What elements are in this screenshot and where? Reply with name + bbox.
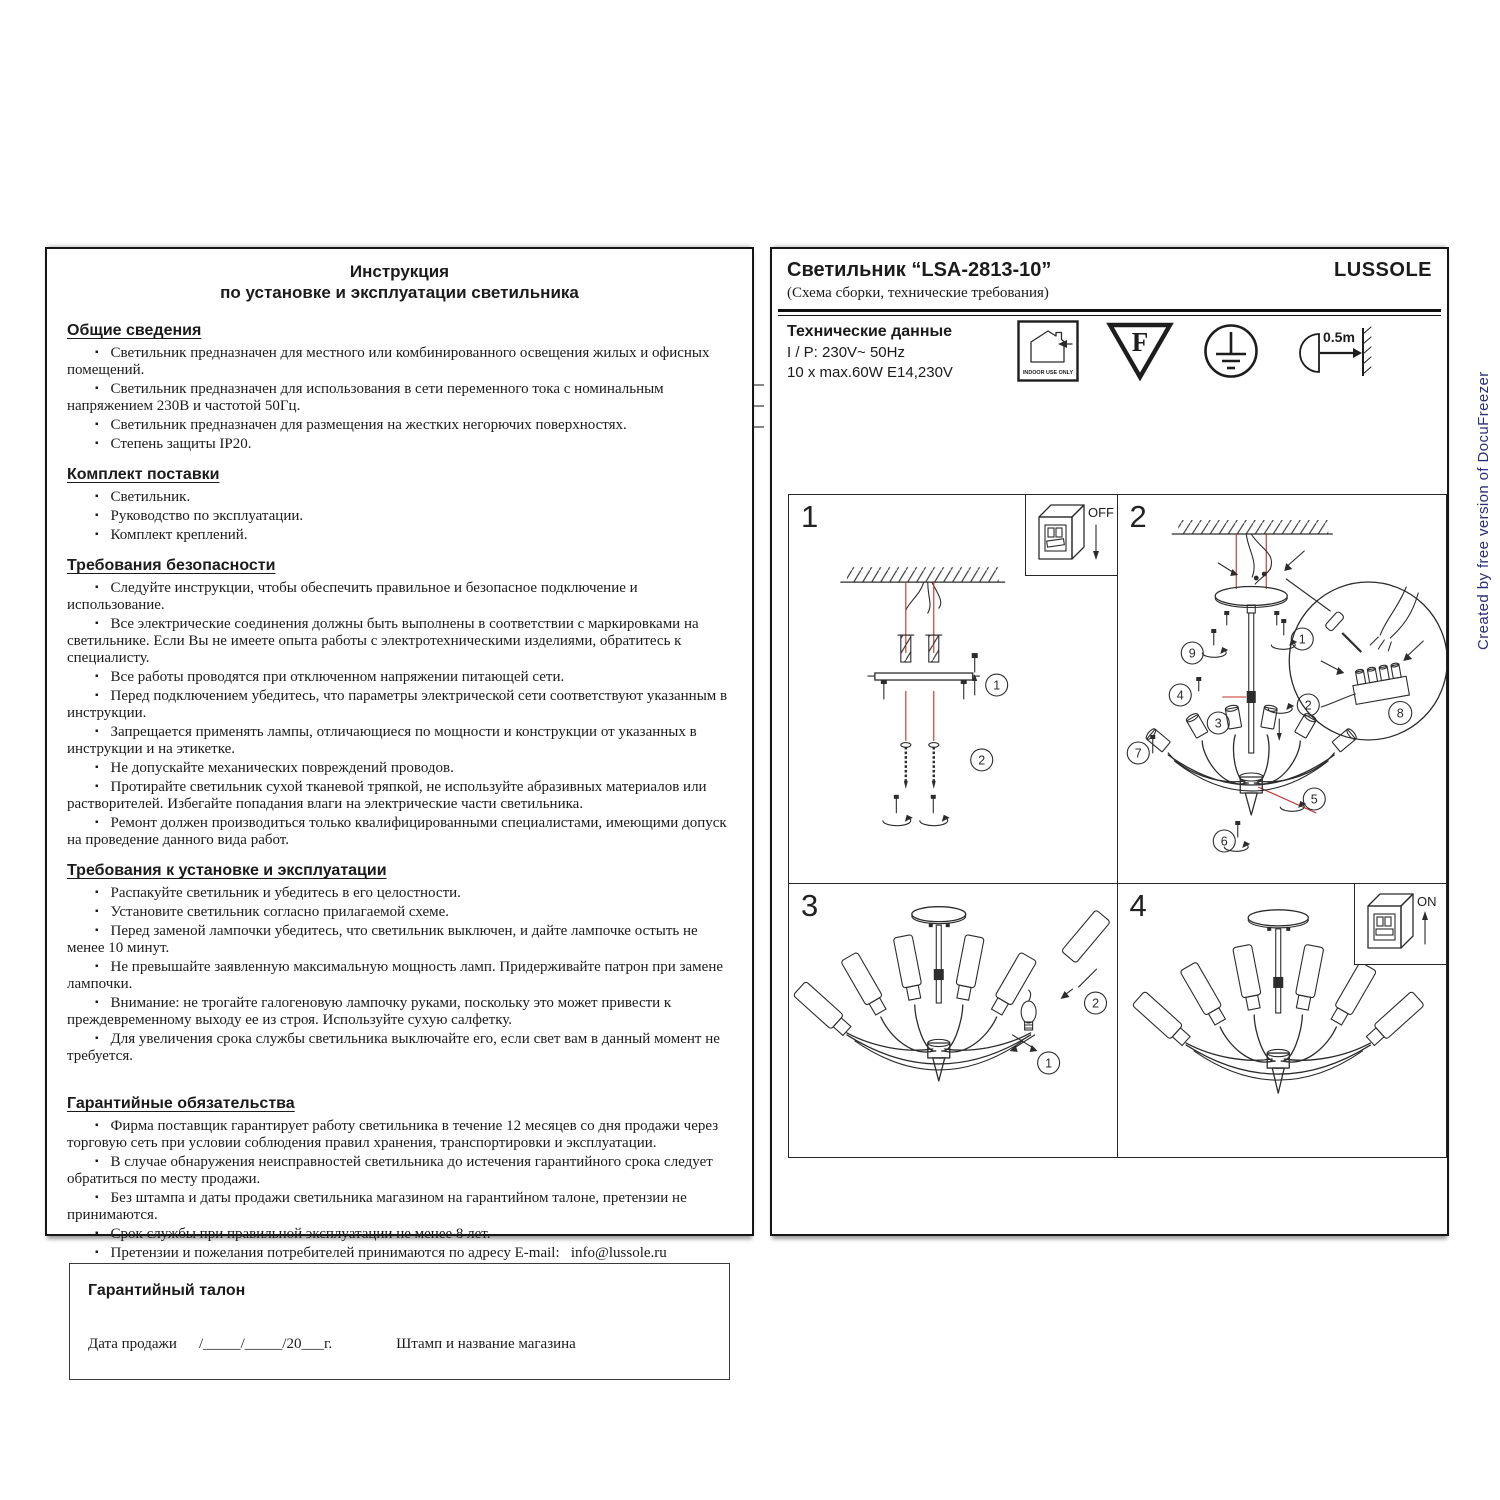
instruction-item [67, 1030, 732, 1065]
instruction-section [67, 557, 732, 849]
instruction-item-text: Степень защиты IP20. [110, 436, 252, 452]
step3-number: 3 [801, 888, 819, 923]
instruction-item [67, 380, 732, 415]
technical-data-heading: Технические данные [787, 323, 953, 340]
callout-5 [1303, 788, 1325, 810]
bullet-icon: ▪ [95, 618, 99, 629]
bullet-icon: ▪ [95, 817, 99, 828]
svg-text:9: 9 [1188, 646, 1196, 661]
power-on-box [1354, 884, 1446, 965]
fastener-glyphs [1150, 619, 1306, 851]
section-item-list [67, 488, 732, 544]
svg-text:7: 7 [1134, 746, 1142, 761]
bullet-icon: ▪ [95, 1228, 99, 1239]
bullet-icon: ▪ [95, 726, 99, 737]
on-label: ON [1417, 894, 1437, 909]
instruction-item-text: Светильник. [110, 489, 191, 505]
step4-number: 4 [1129, 888, 1147, 923]
f-class-icon [1105, 320, 1175, 382]
instruction-item [67, 1189, 732, 1224]
svg-text:2: 2 [1092, 996, 1100, 1011]
instruction-item [67, 344, 732, 379]
callout-1 [1038, 1052, 1060, 1074]
instruction-item-text: Для увеличения срока службы светильника выключайте его, если свет вам в данный момент не требуется. [67, 1031, 720, 1064]
sale-date-label: Дата продажи [88, 1336, 177, 1352]
bullet-icon: ▪ [95, 491, 99, 502]
bullet-icon: ▪ [95, 1156, 99, 1167]
assembly-scheme-panel [770, 247, 1449, 1236]
instruction-item-text: Распакуйте светильник и убедитесь в его целостности. [110, 885, 461, 901]
indoor-use-icon [1017, 320, 1079, 382]
scheme-subtitle: (Схема сборки, технические требования) [787, 285, 1049, 301]
bullet-icon: ▪ [95, 1247, 99, 1258]
step1-cell [789, 495, 1118, 884]
svg-text:8: 8 [1396, 706, 1404, 721]
section-heading: Требования к установке и эксплуатации [67, 862, 387, 879]
instruction-text-panel [45, 247, 754, 1352]
callout-2 [1085, 992, 1107, 1014]
terminal-block [1350, 662, 1409, 705]
indoor-use-label: INDOOR USE ONLY [1022, 370, 1074, 376]
protective-earth-icon [1201, 320, 1261, 382]
instruction-item-text: Светильник предназначен для использования в сети переменного тока с номинальным напряжением 230В и частотой 50Гц. [67, 381, 664, 414]
off-label: OFF [1087, 505, 1114, 520]
instruction-item [67, 507, 732, 525]
instruction-item-text: Протирайте светильник сухой тканевой тряпкой, не используйте абразивных материалов или растворителей. Избегайте попадания влаги на электрические части светильника. [67, 779, 707, 812]
svg-text:2: 2 [1304, 698, 1312, 713]
instruction-item-text: Претензии и пожелания потребителей принимаются по адресу E-mail: info@lussole.ru [110, 1245, 667, 1261]
step1-number: 1 [801, 499, 819, 534]
instruction-section [67, 466, 732, 544]
instruction-item-text: Не превышайте заявленную максимальную мощность ламп. Придерживайте патрон при замене лампочки. [67, 959, 724, 992]
instruction-item-text: Все работы проводятся при отключенном напряжении питающей сети. [110, 669, 565, 685]
exploded-shade [1061, 910, 1111, 999]
instruction-item-text: Запрещается применять лампы, отличающиеся по мощности и конструкции от указанных в инструкции и на этикетке. [67, 724, 697, 757]
bullet-icon: ▪ [95, 529, 99, 540]
svg-text:3: 3 [1214, 716, 1222, 731]
instruction-item [67, 778, 732, 813]
min-distance-label: 0.5m [1323, 329, 1355, 345]
callout-8 [1388, 702, 1411, 725]
bullet-icon: ▪ [95, 419, 99, 430]
power-spec: I / P: 230V~ 50Hz [787, 344, 905, 361]
brand-logo: LUSSOLE [1334, 259, 1432, 281]
instruction-item-text: Внимание: не трогайте галогеновую лампочку руками, поскольку это может привести к преждевременному выходу ее из строя. Используйте сухую салфетку. [67, 995, 672, 1028]
bullet-icon: ▪ [95, 925, 99, 936]
instruction-item-text: Без штампа и даты продажи светильника магазином на гарантийном талоне, претензии не принимаются. [67, 1190, 687, 1223]
lamp-spec: 10 x max.60W E14,230V [787, 364, 953, 381]
callout-7 [1127, 742, 1149, 764]
bullet-icon: ▪ [95, 1120, 99, 1131]
callout-9 [1181, 642, 1203, 664]
instruction-item [67, 903, 732, 921]
callout-4 [1169, 684, 1191, 706]
section-item-list [67, 579, 732, 849]
bullet-icon: ▪ [95, 582, 99, 593]
screwdriver-icon [1324, 611, 1361, 652]
bullet-icon: ▪ [95, 383, 99, 394]
canopy-and-rod [1248, 910, 1308, 1013]
instruction-item [67, 723, 732, 758]
instruction-item-text: Перед подключением убедитесь, что параметры электрической сети соответствуют указанным в инструкции. [67, 688, 728, 721]
bullet-icon: ▪ [95, 1033, 99, 1044]
section-heading: Общие сведения [67, 322, 202, 339]
warranty-date-row [88, 1336, 711, 1353]
double-rule [778, 309, 1441, 316]
instruction-sections [67, 309, 732, 1263]
callout-1 [986, 674, 1008, 696]
section-item-list [67, 1117, 732, 1262]
exploded-bulb [1010, 990, 1038, 1052]
bullet-icon: ▪ [95, 671, 99, 682]
callout-6 [1213, 830, 1235, 852]
f-class-letter: F [1131, 327, 1149, 357]
instruction-item-text: Перед заменой лампочки убедитесь, что светильник выключен, и дайте лампочке остыть не менее 10 минут. [67, 923, 698, 956]
svg-text:1: 1 [1045, 1056, 1053, 1071]
svg-text:6: 6 [1220, 834, 1228, 849]
technical-data-block [772, 316, 1447, 443]
instruction-item-text: Ремонт должен производиться только квалифицированными специалистами, имеющими допуск на проведение данного вида работ. [67, 815, 727, 848]
svg-text:4: 4 [1176, 688, 1184, 703]
instruction-item-text: Следуйте инструкции, чтобы обеспечить правильное и безопасное подключение и использование. [67, 580, 638, 613]
shop-stamp-label: Штамп и название магазина [396, 1336, 576, 1352]
ceiling-canopy [1215, 587, 1287, 626]
document-title-line1: Инструкция [349, 262, 450, 281]
callout-1 [1291, 628, 1313, 650]
bullet-icon: ▪ [95, 961, 99, 972]
instruction-item [67, 579, 732, 614]
mounting-bracket [868, 673, 980, 699]
instruction-item [67, 994, 732, 1029]
breaker-off-icon [1026, 495, 1117, 575]
instruction-item [67, 488, 732, 506]
instruction-item-text: Установите светильник согласно прилагаемой схеме. [110, 904, 450, 920]
mains-wires [906, 582, 941, 613]
certification-icons [1017, 320, 1373, 382]
bullet-icon: ▪ [95, 906, 99, 917]
instruction-item-text: Комплект креплений. [110, 527, 248, 543]
instruction-item-text: Светильник предназначен для размещения на жестких негорючих поверхностях. [110, 417, 627, 433]
svg-text:1: 1 [993, 678, 1001, 693]
instruction-item-text: Срок службы при правильной эксплуатации не менее 8 лет. [110, 1226, 491, 1242]
step2-cell [1118, 495, 1447, 884]
document-title-line2: по установке и эксплуатации светильника [220, 283, 579, 302]
sale-date-blanks: /_____/_____/20___г. [198, 1336, 333, 1352]
instruction-item [67, 1244, 732, 1262]
warranty-coupon-title: Гарантийный талон [88, 1282, 246, 1299]
step3-cell [789, 884, 1118, 1157]
chandelier-frame [1144, 704, 1357, 815]
callout-3 [1207, 712, 1229, 734]
bullet-icon: ▪ [95, 1192, 99, 1203]
instruction-item [67, 759, 732, 777]
instruction-section [67, 1095, 732, 1262]
step2-number: 2 [1129, 499, 1147, 534]
section-heading: Требования безопасности [67, 557, 276, 574]
bullet-icon: ▪ [95, 781, 99, 792]
instruction-item-text: Все электрические соединения должны быть выполнены в соответствии с маркировками на светильнике. Если Вы не имеете опыта работы с электротехническими изделиями, обратитесь к специалисту. [67, 616, 699, 666]
section-item-list [67, 344, 732, 453]
document-title [67, 261, 732, 303]
breaker-on-icon [1355, 884, 1446, 964]
instruction-item-text: Фирма поставщик гарантирует работу светильника в течение 12 месяцев со дня продажи через торговую сеть при условии соблюдения правил хранения, транспортировки и эксплуатации. [67, 1118, 719, 1151]
instruction-item [67, 615, 732, 667]
section-heading: Комплект поставки [67, 466, 220, 483]
canopy-and-rod [912, 907, 966, 1003]
svg-text:1: 1 [1298, 632, 1306, 647]
instruction-item-text: В случае обнаружения неисправностей светильника до истечения гарантийного срока следует обратиться по месту продажи. [67, 1154, 713, 1187]
svg-text:5: 5 [1310, 792, 1318, 807]
bullet-icon: ▪ [95, 887, 99, 898]
bullet-icon: ▪ [95, 997, 99, 1008]
instruction-item [67, 1225, 732, 1243]
ceiling-hatch [1178, 520, 1328, 534]
scheme-header [772, 249, 1447, 302]
docufreezer-watermark: Created by free version of DocuFreezer [1475, 371, 1492, 650]
instruction-item [67, 1117, 732, 1152]
instruction-item [67, 416, 732, 434]
instruction-section [67, 322, 732, 453]
bullet-icon: ▪ [95, 347, 99, 358]
instruction-item [67, 814, 732, 849]
tighten-arrows [883, 795, 950, 826]
instruction-item [67, 435, 732, 453]
assembly-steps-grid [788, 494, 1447, 1158]
instruction-item [67, 687, 732, 722]
instruction-item [67, 668, 732, 686]
wall-plugs [898, 635, 942, 662]
bullet-icon: ▪ [95, 438, 99, 449]
min-distance-icon [1287, 320, 1373, 382]
instruction-item [67, 958, 732, 993]
product-title: Светильник “LSA-2813-10” [787, 259, 1052, 281]
warranty-coupon-box [69, 1263, 730, 1380]
assembled-chandelier [1132, 944, 1424, 1093]
bullet-icon: ▪ [95, 762, 99, 773]
instruction-section [67, 862, 732, 1065]
section-heading: Гарантийные обязательства [67, 1095, 295, 1112]
svg-text:2: 2 [978, 753, 986, 768]
callout-2 [971, 749, 993, 771]
step3-diagram [789, 884, 1117, 1157]
mounting-screws [901, 743, 939, 789]
instruction-item [67, 1153, 732, 1188]
instruction-item-text: Не допускайте механических повреждений проводов. [110, 760, 454, 776]
power-off-box [1025, 495, 1117, 576]
step2-diagram [1118, 495, 1447, 883]
step4-cell [1118, 884, 1447, 1157]
instruction-item-text: Светильник предназначен для местного или комбинированного освещения жилых и офисных помещений. [67, 345, 710, 378]
chandelier-with-shades [793, 934, 1037, 1080]
instruction-item [67, 884, 732, 902]
section-item-list [67, 884, 732, 1065]
bullet-icon: ▪ [95, 690, 99, 701]
instruction-item [67, 922, 732, 957]
ceiling-hatch [847, 567, 999, 582]
wire-connection [1218, 534, 1304, 584]
instruction-item [67, 526, 732, 544]
instruction-item-text: Руководство по эксплуатации. [110, 508, 304, 524]
bullet-icon: ▪ [95, 510, 99, 521]
